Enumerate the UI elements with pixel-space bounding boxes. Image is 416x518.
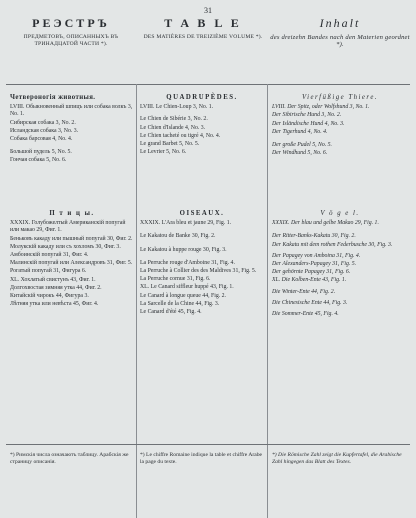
list-item: La Perruche rouge d'Amboine 31, Fig. 4.	[140, 259, 235, 266]
german-footnote: *) Die Römische Zahl zeigt die Kupfertafel, die Arabische Zahl hingegen das Blatt des Textes.	[272, 452, 402, 465]
french-quadrupeds-section	[140, 94, 264, 157]
list-item: XL. Хохлатый свистунъ 43, Фиг. 1.	[10, 276, 96, 283]
list-item: Гончая собака 5, No. 6.	[10, 157, 67, 164]
list-item: Le Kakatou à huppe rouge 30, Fig. 3.	[140, 246, 227, 253]
list-item: LVIII. Обыкновенный шпицъ или собака волкъ 3, No. 1.	[10, 104, 133, 118]
list-item: Der Isländische Hund 4, No. 3.	[272, 120, 345, 127]
list-item: Die Sommer-Ente 45, Fig. 4.	[272, 311, 339, 318]
russian-birds-section	[10, 210, 134, 309]
list-item: Der Ritter-Banks-Kakatu 30, Fig. 2.	[272, 233, 356, 240]
list-item: Беньковъ какаду или пышный попугай 30, Фиг. 2.	[10, 235, 133, 242]
list-item: Der gehörnte Papagey 31, Fig. 6.	[272, 269, 351, 276]
list-item: Der Tigerhund 4, No. 4.	[272, 128, 328, 135]
list-item: Le Canard à longue queue 44, Fig. 2.	[140, 292, 226, 299]
list-item: La Perruche à Collier des des Maldives 31, Fig. 5.	[140, 268, 257, 275]
page-number: 31	[204, 6, 212, 15]
list-item: XXXIX. Der blau und gelbe Makao 29, Fig. 1.	[272, 220, 379, 227]
list-item: Исландская собака 3, No. 3.	[10, 127, 79, 134]
list-item: Le Chien de Sibérie 3, No. 2.	[140, 116, 208, 123]
list-item: Le Chien tacheté ou tigré 4, No. 4.	[140, 132, 221, 139]
list-item: Der Alexanders-Papagey 31, Fig. 5.	[272, 261, 357, 268]
list-item: Рогатый попугай 31, Фигура 6.	[10, 268, 87, 275]
section-title: OISEAUX.	[179, 210, 225, 217]
section-title: V ö g e l.	[320, 210, 360, 217]
list-item: Der Kakatu mit dem rothen Federbusche 30, Fig. 3.	[272, 241, 393, 248]
russian-quadrupeds-section	[10, 94, 134, 166]
german-heading: Inhalt	[319, 16, 361, 30]
list-item: LVIII. Le Chien-Loup 3, No. 1.	[140, 104, 214, 111]
list-item: Большой пудель 5, No. 5.	[10, 149, 72, 156]
list-item: Китайскiй чирокъ 44, Фигура 3.	[10, 293, 89, 300]
section-title: Четвероногiя животныя.	[10, 94, 96, 101]
list-item: Малинскiй попугай или Александровъ 31, Фиг. 5.	[10, 260, 133, 267]
list-item: Le grand Barbet 5, No. 5.	[140, 141, 200, 148]
list-item: XL. Le Canard siffleur huppé 43, Fig. 1.	[140, 284, 234, 291]
list-item: La Sarcelle de la Chine 44, Fig. 3.	[140, 300, 220, 307]
top-rule	[6, 84, 410, 85]
column-divider-2	[267, 84, 268, 518]
list-item: XXXIX. Голубожелтый Американскiй попугай или макао 29, Фиг. 1.	[10, 220, 126, 234]
list-item: Die Winter-Ente 44, Fig. 2.	[272, 288, 336, 295]
list-item: Амбоинскiй попугай 31, Фиг. 4.	[10, 252, 89, 259]
german-quadrupeds-section	[272, 94, 408, 158]
german-subheading: des dreizehn Bandes nach den Materien geordnet *).	[270, 34, 410, 48]
column-divider-1	[136, 84, 137, 518]
list-item: Le Levrier 5, No. 6.	[140, 149, 187, 156]
french-header	[138, 16, 268, 41]
french-heading: T A B L E	[164, 16, 242, 30]
french-subheading: DES MATIÈRES DE TREIZIÈME VOLUME *).	[143, 34, 263, 40]
list-item: Лѣтняя утка или невѣста 45, Фиг. 4.	[10, 301, 99, 308]
french-footnote: *) Le chiffre Romaine indique la table et chiffre Arabe la page du texte.	[140, 452, 263, 465]
list-item: Der Sibirische Hund 3, No. 2.	[272, 112, 342, 119]
list-item: Le Kakatou de Banke 30, Fig. 2.	[140, 233, 216, 240]
russian-heading: РЕЭСТРЪ	[32, 16, 110, 30]
list-item: Le Chien d'Islande 4, No. 3.	[140, 124, 206, 131]
list-item: Молукскiй какаду или съ хохломъ 30, Фиг. 3.	[10, 243, 121, 250]
list-item: Сибирская собака 3, No. 2.	[10, 119, 76, 126]
list-item: Der Windhund 5, No. 6.	[272, 150, 328, 157]
russian-header	[8, 16, 134, 48]
list-item: LVIII. Der Spitz, oder Wolfshund 3, No. 1.	[272, 104, 370, 111]
list-item: Le Canard d'été 45, Fig. 4.	[140, 309, 202, 316]
german-birds-section	[272, 210, 408, 319]
section-title: Vierfüßige Thiere.	[301, 94, 379, 101]
list-item: XL. Die Kolben-Ente 43, Fig. 1.	[272, 277, 347, 284]
list-item: XXXIX. L'Ara bleu et jaune 29, Fig. 1.	[140, 220, 232, 227]
section-title: П т и ц ы.	[49, 210, 95, 217]
section-title: QUADRUPÈDES.	[166, 94, 238, 101]
list-item: Der große Pudel 5, No. 5.	[272, 142, 333, 149]
list-item: Der Papagey von Amboina 31, Fig. 4.	[272, 252, 361, 259]
list-item: Die Chinesische Ente 44, Fig. 3.	[272, 299, 348, 306]
german-header	[270, 16, 410, 48]
french-birds-section	[140, 210, 264, 317]
footnote-rule	[6, 444, 410, 445]
russian-subheading: ПРЕДМЕТОВЪ, ОПИСАННЫХЪ ВЪ ТРИНАДЦАТОЙ ЧАСТИ *).	[23, 34, 119, 47]
list-item: Долгохвостая зимняя утка 44, Фиг. 2.	[10, 284, 102, 291]
list-item: La Perruche cornue 31, Fig. 6.	[140, 276, 211, 283]
russian-footnote: *) Римскiя числа означаютъ таблицу. Арабскiя же страницу описанiя.	[10, 452, 129, 465]
list-item: Собака барсовая 4, No. 4.	[10, 136, 73, 143]
